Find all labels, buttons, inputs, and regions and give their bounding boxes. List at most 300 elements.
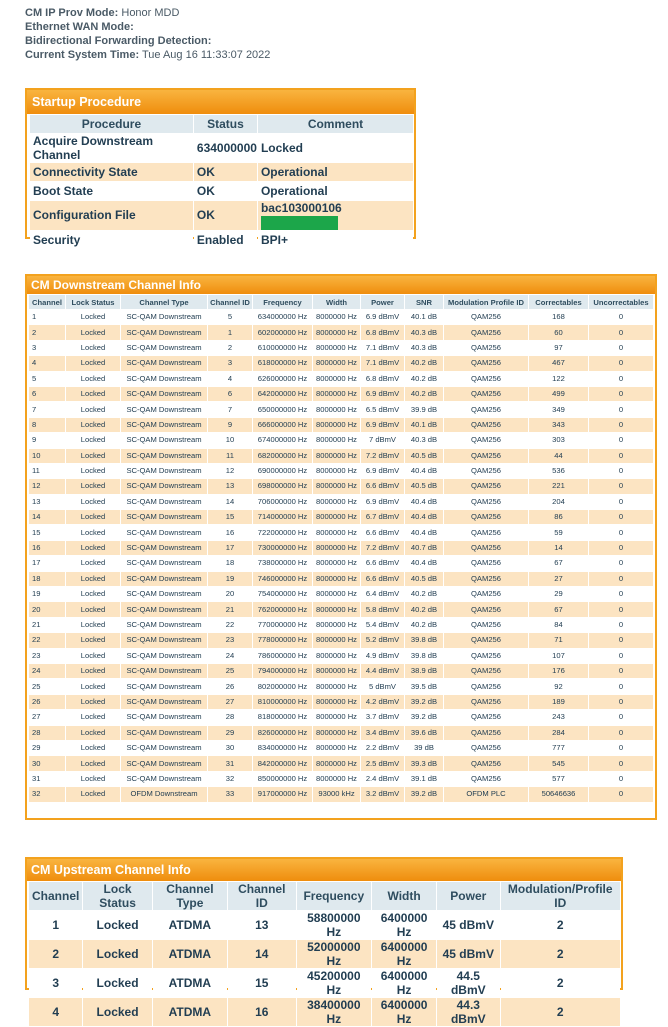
table-cell: SC-QAM Downstream: [121, 418, 207, 432]
table-cell: 7.1 dBmV: [361, 356, 404, 370]
downstream-channel-panel: [25, 274, 657, 820]
table-cell: 8000000 Hz: [313, 679, 360, 693]
table-cell: Locked: [83, 940, 151, 968]
table-row: [29, 969, 620, 997]
table-cell: 690000000 Hz: [253, 464, 312, 478]
table-cell: 826000000 Hz: [253, 726, 312, 740]
table-row: [29, 618, 653, 632]
table-cell: 5.4 dBmV: [361, 618, 404, 632]
table-cell: 802000000 Hz: [253, 679, 312, 693]
comment-cell: BPI+: [258, 231, 413, 249]
comment-cell: Locked: [258, 134, 413, 162]
upstream-channel-table: [28, 881, 621, 1027]
table-cell: Locked: [66, 310, 120, 324]
upstream-header-row: [29, 882, 620, 910]
table-cell: Locked: [66, 449, 120, 463]
table-cell: 40.2 dB: [405, 372, 443, 386]
table-row: [29, 664, 653, 678]
table-cell: 1: [208, 325, 252, 339]
table-cell: 40.3 dB: [405, 341, 443, 355]
column-header: Channel: [29, 882, 82, 910]
table-cell: Locked: [66, 787, 120, 801]
table-cell: 303: [529, 433, 588, 447]
wan-mode-line: [25, 20, 270, 34]
table-row: [29, 998, 620, 1026]
table-cell: Locked: [66, 464, 120, 478]
table-cell: ATDMA: [153, 998, 227, 1026]
table-row: [29, 356, 653, 370]
table-cell: 917000000 Hz: [253, 787, 312, 801]
table-cell: 22: [208, 618, 252, 632]
table-cell: 499: [529, 387, 588, 401]
table-cell: Locked: [66, 756, 120, 770]
table-cell: 0: [589, 710, 653, 724]
comment-cell: Operational: [258, 182, 413, 200]
table-cell: 0: [589, 433, 653, 447]
table-cell: 842000000 Hz: [253, 756, 312, 770]
table-cell: Locked: [66, 741, 120, 755]
table-cell: 24: [208, 649, 252, 663]
table-cell: SC-QAM Downstream: [121, 710, 207, 724]
table-cell: 40.1 dB: [405, 418, 443, 432]
table-cell: 67: [529, 602, 588, 616]
table-row: [30, 182, 413, 200]
table-row: [30, 201, 413, 230]
table-cell: 754000000 Hz: [253, 587, 312, 601]
table-cell: 642000000 Hz: [253, 387, 312, 401]
table-cell: 0: [589, 679, 653, 693]
table-cell: 4.4 dBmV: [361, 664, 404, 678]
table-cell: 3: [208, 356, 252, 370]
table-cell: 0: [589, 756, 653, 770]
table-cell: 8000000 Hz: [313, 602, 360, 616]
table-cell: 39.6 dB: [405, 726, 443, 740]
table-cell: QAM256: [444, 525, 528, 539]
table-cell: Locked: [66, 325, 120, 339]
table-cell: 168: [529, 310, 588, 324]
table-cell: 6.4 dBmV: [361, 587, 404, 601]
table-cell: 84: [529, 618, 588, 632]
table-cell: 26: [208, 679, 252, 693]
table-row: [29, 572, 653, 586]
table-cell: 2.4 dBmV: [361, 772, 404, 786]
table-row: [29, 756, 653, 770]
table-cell: 777: [529, 741, 588, 755]
table-cell: 8000000 Hz: [313, 387, 360, 401]
table-cell: 39.3 dB: [405, 756, 443, 770]
table-cell: SC-QAM Downstream: [121, 433, 207, 447]
table-row: [29, 525, 653, 539]
table-row: [29, 741, 653, 755]
table-cell: 698000000 Hz: [253, 479, 312, 493]
table-cell: SC-QAM Downstream: [121, 664, 207, 678]
upstream-channel-panel: [25, 857, 623, 1026]
table-row: [29, 726, 653, 740]
table-cell: 18: [208, 556, 252, 570]
prov-mode-label: CM IP Prov Mode:: [25, 7, 119, 19]
column-header: Power: [437, 882, 499, 910]
table-cell: 738000000 Hz: [253, 556, 312, 570]
table-cell: 6.9 dBmV: [361, 310, 404, 324]
table-cell: 770000000 Hz: [253, 618, 312, 632]
table-cell: 0: [589, 602, 653, 616]
table-cell: SC-QAM Downstream: [121, 310, 207, 324]
status-cell: OK: [194, 201, 257, 230]
table-cell: 39.2 dB: [405, 695, 443, 709]
startup-procedure-panel: [25, 88, 416, 247]
table-cell: 39.5 dB: [405, 679, 443, 693]
procedure-cell: Security: [30, 231, 193, 249]
table-cell: 8000000 Hz: [313, 695, 360, 709]
table-cell: SC-QAM Downstream: [121, 464, 207, 478]
table-cell: 0: [589, 341, 653, 355]
table-cell: 6.9 dBmV: [361, 387, 404, 401]
table-row: [29, 710, 653, 724]
table-cell: 67: [529, 556, 588, 570]
table-cell: 0: [589, 449, 653, 463]
table-cell: 1: [29, 911, 82, 939]
table-cell: Locked: [83, 911, 151, 939]
table-cell: 7: [208, 402, 252, 416]
status-cell: OK: [194, 182, 257, 200]
table-cell: 40.4 dB: [405, 495, 443, 509]
table-cell: SC-QAM Downstream: [121, 587, 207, 601]
table-cell: 8000000 Hz: [313, 541, 360, 555]
comment-cell: [258, 201, 413, 230]
table-cell: 16: [29, 541, 65, 555]
table-cell: ATDMA: [153, 969, 227, 997]
table-cell: 8000000 Hz: [313, 418, 360, 432]
table-cell: Locked: [66, 649, 120, 663]
prov-mode-value: Honor MDD: [121, 7, 180, 19]
table-cell: 810000000 Hz: [253, 695, 312, 709]
table-cell: QAM256: [444, 418, 528, 432]
table-cell: 8000000 Hz: [313, 587, 360, 601]
procedure-cell: Connectivity State: [30, 163, 193, 181]
column-header: Channel ID: [228, 882, 295, 910]
table-cell: 6.8 dBmV: [361, 325, 404, 339]
table-cell: 0: [589, 387, 653, 401]
table-cell: 0: [589, 479, 653, 493]
table-cell: 28: [208, 710, 252, 724]
table-cell: 20: [208, 587, 252, 601]
table-cell: SC-QAM Downstream: [121, 618, 207, 632]
table-cell: Locked: [66, 356, 120, 370]
table-cell: 16: [228, 998, 295, 1026]
table-cell: 0: [589, 787, 653, 801]
table-cell: QAM256: [444, 541, 528, 555]
table-cell: 11: [208, 449, 252, 463]
table-row: [29, 372, 653, 386]
table-cell: 467: [529, 356, 588, 370]
table-cell: 0: [589, 541, 653, 555]
procedure-cell: Configuration File: [30, 201, 193, 230]
table-cell: Locked: [66, 372, 120, 386]
table-cell: 30: [208, 741, 252, 755]
table-cell: 349: [529, 402, 588, 416]
table-cell: 6400000 Hz: [372, 940, 436, 968]
column-header: Width: [372, 882, 436, 910]
startup-procedure-table: [29, 114, 414, 250]
table-cell: 577: [529, 772, 588, 786]
table-row: [29, 402, 653, 416]
table-cell: 39.8 dB: [405, 633, 443, 647]
table-cell: 4: [208, 372, 252, 386]
table-cell: QAM256: [444, 756, 528, 770]
table-cell: 17: [208, 541, 252, 555]
table-cell: 12: [29, 479, 65, 493]
table-cell: 8000000 Hz: [313, 572, 360, 586]
table-cell: 25: [29, 679, 65, 693]
table-cell: SC-QAM Downstream: [121, 525, 207, 539]
upstream-table-body: [29, 911, 620, 1026]
table-cell: 3.4 dBmV: [361, 726, 404, 740]
table-cell: 4: [29, 998, 82, 1026]
table-cell: 24: [29, 664, 65, 678]
table-cell: 13: [208, 479, 252, 493]
status-cell: 634000000: [194, 134, 257, 162]
table-cell: QAM256: [444, 372, 528, 386]
table-cell: 71: [529, 633, 588, 647]
table-cell: 634000000 Hz: [253, 310, 312, 324]
table-cell: 8: [29, 418, 65, 432]
table-cell: 3: [29, 969, 82, 997]
table-cell: Locked: [66, 726, 120, 740]
table-cell: 2: [501, 998, 621, 1026]
table-cell: Locked: [66, 633, 120, 647]
table-cell: 86: [529, 510, 588, 524]
table-cell: 40.2 dB: [405, 602, 443, 616]
table-cell: 0: [589, 556, 653, 570]
table-cell: 40.2 dB: [405, 618, 443, 632]
table-cell: SC-QAM Downstream: [121, 556, 207, 570]
table-cell: 29: [208, 726, 252, 740]
table-cell: Locked: [66, 602, 120, 616]
table-cell: 40.5 dB: [405, 449, 443, 463]
table-cell: 8000000 Hz: [313, 726, 360, 740]
table-cell: 40.3 dB: [405, 433, 443, 447]
table-cell: 29: [529, 587, 588, 601]
table-cell: 626000000 Hz: [253, 372, 312, 386]
comment-cell: Operational: [258, 163, 413, 181]
table-cell: 39.2 dB: [405, 787, 443, 801]
table-cell: 0: [589, 649, 653, 663]
time-value: Tue Aug 16 11:33:07 2022: [141, 49, 271, 61]
table-cell: 5.2 dBmV: [361, 633, 404, 647]
table-cell: 30: [29, 756, 65, 770]
table-cell: Locked: [83, 998, 151, 1026]
column-header: Channel: [29, 295, 65, 309]
table-cell: 243: [529, 710, 588, 724]
table-cell: 0: [589, 633, 653, 647]
table-cell: 38400000 Hz: [297, 998, 372, 1026]
table-cell: QAM256: [444, 449, 528, 463]
table-cell: 8000000 Hz: [313, 341, 360, 355]
table-cell: ATDMA: [153, 911, 227, 939]
table-cell: 39.2 dB: [405, 710, 443, 724]
wan-mode-label: Ethernet WAN Mode:: [25, 21, 134, 33]
table-row: [29, 940, 620, 968]
table-cell: 8000000 Hz: [313, 372, 360, 386]
table-cell: 52000000 Hz: [297, 940, 372, 968]
table-cell: 221: [529, 479, 588, 493]
table-row: [29, 510, 653, 524]
column-header: Correctables: [529, 295, 588, 309]
table-cell: Locked: [66, 525, 120, 539]
column-header: Uncorrectables: [589, 295, 653, 309]
table-cell: 10: [208, 433, 252, 447]
table-cell: 2: [208, 341, 252, 355]
table-cell: 22: [29, 633, 65, 647]
table-cell: 794000000 Hz: [253, 664, 312, 678]
table-cell: 40.2 dB: [405, 587, 443, 601]
table-cell: 33: [208, 787, 252, 801]
column-header: Channel Type: [121, 295, 207, 309]
table-cell: SC-QAM Downstream: [121, 372, 207, 386]
time-label: Current System Time:: [25, 49, 140, 61]
column-header: Lock Status: [83, 882, 151, 910]
table-row: [29, 541, 653, 555]
table-cell: 23: [29, 649, 65, 663]
table-cell: 189: [529, 695, 588, 709]
table-cell: 0: [589, 772, 653, 786]
table-row: [29, 649, 653, 663]
table-row: [29, 911, 620, 939]
table-cell: 15: [228, 969, 295, 997]
table-cell: 746000000 Hz: [253, 572, 312, 586]
table-cell: 16: [208, 525, 252, 539]
table-cell: 0: [589, 464, 653, 478]
table-row: [30, 231, 413, 249]
table-cell: QAM256: [444, 387, 528, 401]
table-cell: 39 dB: [405, 741, 443, 755]
table-cell: 6.9 dBmV: [361, 464, 404, 478]
table-cell: 682000000 Hz: [253, 449, 312, 463]
table-cell: 0: [589, 525, 653, 539]
table-cell: 27: [208, 695, 252, 709]
downstream-table-body: [29, 310, 653, 802]
table-cell: 97: [529, 341, 588, 355]
table-row: [29, 695, 653, 709]
table-cell: SC-QAM Downstream: [121, 325, 207, 339]
table-cell: Locked: [66, 541, 120, 555]
column-header: Power: [361, 295, 404, 309]
table-cell: 31: [208, 756, 252, 770]
table-cell: 2: [29, 940, 82, 968]
table-cell: 50646636: [529, 787, 588, 801]
table-cell: 0: [589, 372, 653, 386]
table-cell: 13: [29, 495, 65, 509]
table-cell: 6.5 dBmV: [361, 402, 404, 416]
table-cell: QAM256: [444, 664, 528, 678]
table-cell: 8000000 Hz: [313, 325, 360, 339]
table-cell: 8000000 Hz: [313, 402, 360, 416]
table-cell: 11: [29, 464, 65, 478]
table-cell: 39.9 dB: [405, 402, 443, 416]
status-cell: Enabled: [194, 231, 257, 249]
table-cell: 32: [208, 772, 252, 786]
status-cell: OK: [194, 163, 257, 181]
table-cell: QAM256: [444, 633, 528, 647]
table-cell: QAM256: [444, 649, 528, 663]
table-cell: 610000000 Hz: [253, 341, 312, 355]
table-cell: SC-QAM Downstream: [121, 695, 207, 709]
table-cell: 23: [208, 633, 252, 647]
table-cell: QAM256: [444, 587, 528, 601]
table-cell: 176: [529, 664, 588, 678]
table-row: [29, 602, 653, 616]
table-cell: SC-QAM Downstream: [121, 541, 207, 555]
table-cell: 15: [29, 525, 65, 539]
table-cell: 40.7 dB: [405, 541, 443, 555]
table-cell: SC-QAM Downstream: [121, 633, 207, 647]
table-cell: QAM256: [444, 495, 528, 509]
table-cell: 545: [529, 756, 588, 770]
downstream-channel-title: CM Downstream Channel Info: [27, 276, 655, 294]
table-cell: 8000000 Hz: [313, 649, 360, 663]
table-cell: 6.6 dBmV: [361, 556, 404, 570]
table-cell: SC-QAM Downstream: [121, 741, 207, 755]
table-cell: QAM256: [444, 726, 528, 740]
table-cell: QAM256: [444, 556, 528, 570]
table-cell: 0: [589, 664, 653, 678]
table-cell: 8000000 Hz: [313, 756, 360, 770]
table-cell: 4.9 dBmV: [361, 649, 404, 663]
table-cell: 18: [29, 572, 65, 586]
table-cell: Locked: [66, 572, 120, 586]
table-cell: 1: [29, 310, 65, 324]
table-cell: 7.1 dBmV: [361, 341, 404, 355]
upstream-channel-title: CM Upstream Channel Info: [27, 859, 621, 881]
table-cell: 32: [29, 787, 65, 801]
table-cell: 21: [29, 618, 65, 632]
table-cell: 850000000 Hz: [253, 772, 312, 786]
table-cell: 27: [29, 710, 65, 724]
table-cell: 40.1 dB: [405, 310, 443, 324]
column-header: Frequency: [253, 295, 312, 309]
table-cell: 8000000 Hz: [313, 525, 360, 539]
table-cell: 6: [29, 387, 65, 401]
table-cell: ATDMA: [153, 940, 227, 968]
table-cell: 602000000 Hz: [253, 325, 312, 339]
table-cell: 6.7 dBmV: [361, 510, 404, 524]
column-header: Width: [313, 295, 360, 309]
table-cell: QAM256: [444, 618, 528, 632]
table-cell: QAM256: [444, 310, 528, 324]
table-cell: 40.5 dB: [405, 572, 443, 586]
table-cell: 762000000 Hz: [253, 602, 312, 616]
table-cell: SC-QAM Downstream: [121, 387, 207, 401]
table-cell: Locked: [66, 341, 120, 355]
table-cell: 14: [228, 940, 295, 968]
table-cell: 650000000 Hz: [253, 402, 312, 416]
table-cell: 2: [501, 911, 621, 939]
table-cell: Locked: [66, 679, 120, 693]
table-cell: 17: [29, 556, 65, 570]
table-cell: 26: [29, 695, 65, 709]
table-cell: 0: [589, 325, 653, 339]
table-cell: 39.1 dB: [405, 772, 443, 786]
table-cell: SC-QAM Downstream: [121, 649, 207, 663]
table-row: [29, 387, 653, 401]
table-cell: QAM256: [444, 402, 528, 416]
table-cell: OFDM Downstream: [121, 787, 207, 801]
table-cell: 27: [529, 572, 588, 586]
table-row: [29, 464, 653, 478]
table-cell: QAM256: [444, 325, 528, 339]
table-row: [29, 587, 653, 601]
table-cell: 7.2 dBmV: [361, 541, 404, 555]
